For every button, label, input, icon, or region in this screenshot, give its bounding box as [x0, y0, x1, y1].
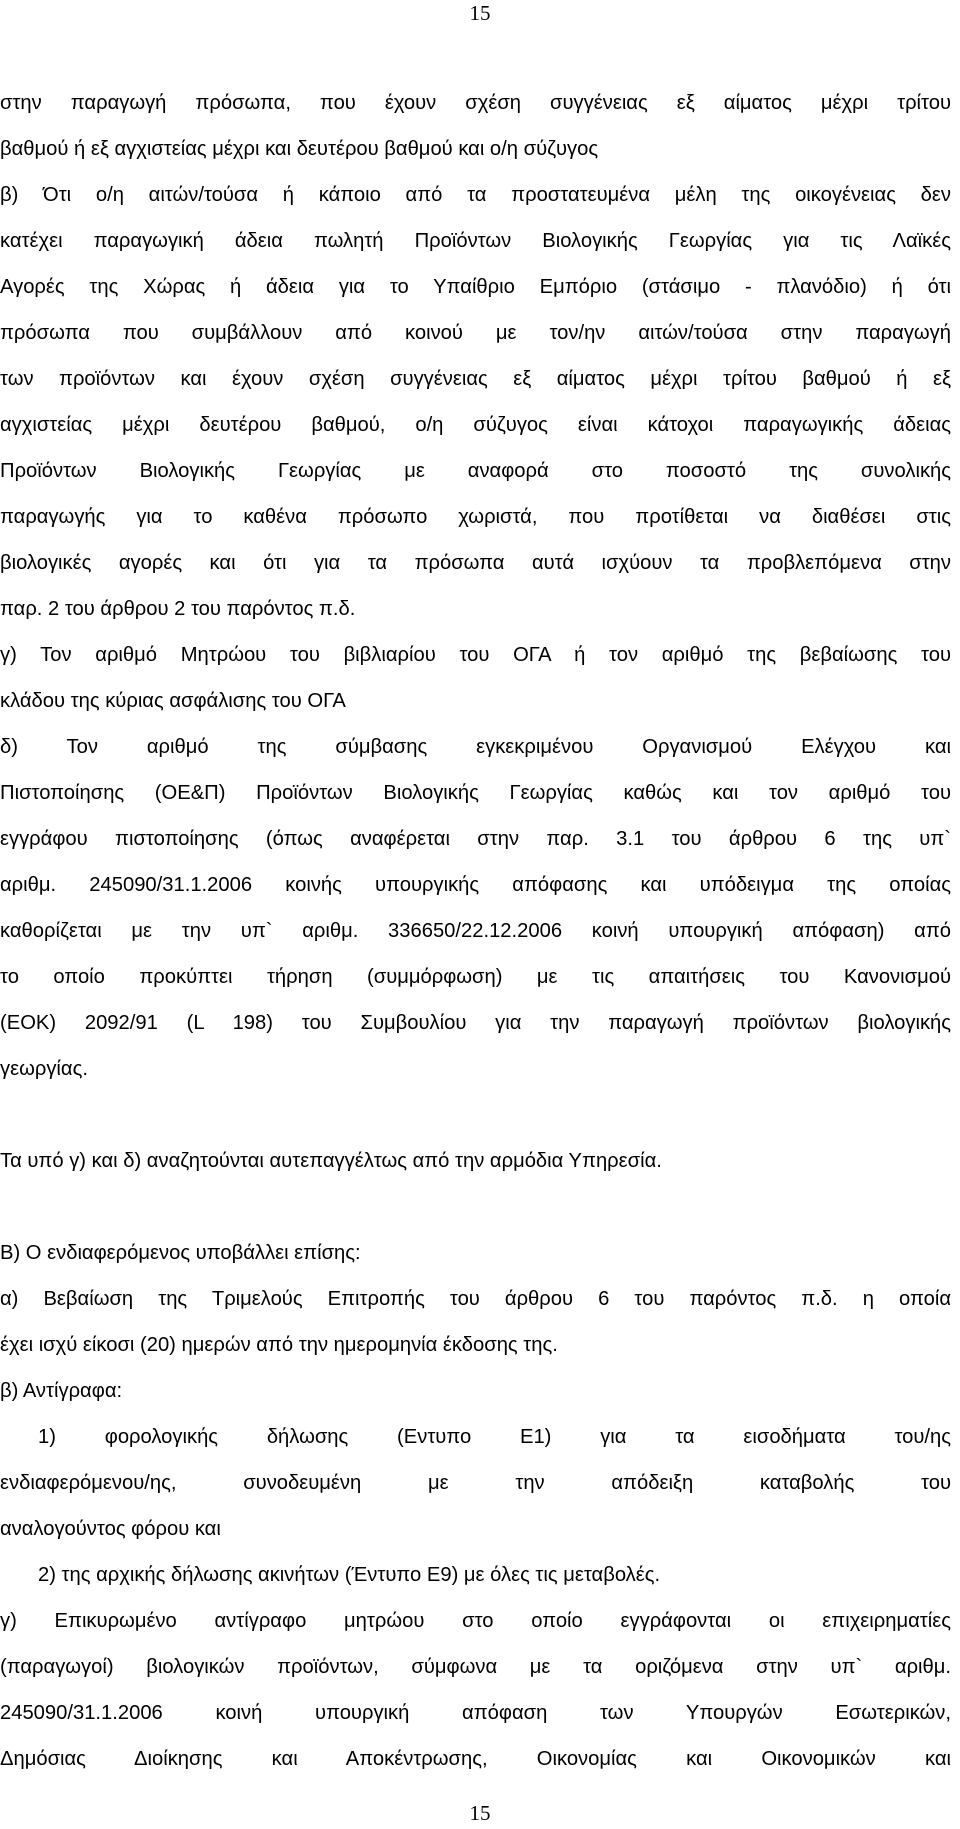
text-line: Αγορές της Χώρας ή άδεια για το Υπαίθριο Εμπόριο (στάσιμο - πλανόδιο) ή ότι	[0, 276, 951, 298]
text-line: β) Αντίγραφα:	[0, 1380, 123, 1402]
text-line: Β) Ο ενδιαφερόμενος υποβάλλει επίσης:	[0, 1242, 361, 1264]
text-line: α) Βεβαίωση της Τριμελούς Επιτροπής του άρθρου 6 του παρόντος π.δ. η οποία	[0, 1288, 951, 1310]
text-line: (ΕΟΚ) 2092/91 (L 198) του Συμβουλίου για την παραγωγή προϊόντων βιολογικής	[0, 1012, 951, 1034]
text-line: των προϊόντων και έχουν σχέση συγγένειας εξ αίματος μέχρι τρίτου βαθμού ή εξ	[0, 368, 951, 390]
text-line: έχει ισχύ είκοσι (20) ημερών από την ημερομηνία έκδοσης της.	[0, 1334, 558, 1356]
text-line: βαθμού ή εξ αγχιστείας μέχρι και δευτέρου βαθμού και ο/η σύζυγος	[0, 138, 599, 160]
page-number-bottom: 15	[469, 1801, 491, 1825]
text-line: γεωργίας.	[0, 1058, 88, 1080]
text-line: (παραγωγοί) βιολογικών προϊόντων, σύμφωνα με τα οριζόμενα στην υπ` αριθμ.	[0, 1656, 951, 1678]
text-line: Δημόσιας Διοίκησης και Αποκέντρωσης, Οικονομίας και Οικονομικών και	[0, 1748, 951, 1770]
text-line: 2) της αρχικής δήλωσης ακινήτων (Έντυπο Ε9) με όλες τις μεταβολές.	[38, 1564, 661, 1586]
text-line: αγχιστείας μέχρι δευτέρου βαθμού, ο/η σύζυγος είναι κάτοχοι παραγωγικής άδειας	[0, 414, 951, 436]
text-line: το οποίο προκύπτει τήρηση (συμμόρφωση) με τις απαιτήσεις του Κανονισμού	[0, 966, 951, 988]
text-line: 245090/31.1.2006 κοινή υπουργική απόφαση των Υπουργών Εσωτερικών,	[0, 1702, 951, 1724]
text-line: Προϊόντων Βιολογικής Γεωργίας με αναφορά στο ποσοστό της συνολικής	[0, 460, 951, 482]
text-line: βιολογικές αγορές και ότι για τα πρόσωπα αυτά ισχύουν τα προβλεπόμενα στην	[0, 552, 951, 574]
text-line: ενδιαφερόμενου/ης, συνοδευμένη με την απόδειξη καταβολής του	[0, 1472, 951, 1494]
text-line: Πιστοποίησης (ΟΕ&Π) Προϊόντων Βιολογικής Γεωργίας καθώς και τον αριθμό του	[0, 782, 951, 804]
text-line: β) Ότι ο/η αιτών/τούσα ή κάποιο από τα προστατευμένα μέλη της οικογένειας δεν	[0, 184, 951, 206]
text-line: κλάδου της κύριας ασφάλισης του ΟΓΑ	[0, 690, 346, 712]
text-line: κατέχει παραγωγική άδεια πωλητή Προϊόντων Βιολογικής Γεωργίας για τις Λαϊκές	[0, 230, 951, 252]
text-line: πρόσωπα που συμβάλλουν από κοινού με τον/ην αιτών/τούσα στην παραγωγή	[0, 322, 951, 344]
text-line: αναλογούντος φόρου και	[0, 1518, 221, 1540]
text-line: 1) φορολογικής δήλωσης (Εντυπο Ε1) για τα εισοδήματα του/ης	[38, 1426, 951, 1448]
text-line: εγγράφου πιστοποίησης (όπως αναφέρεται στην παρ. 3.1 του άρθρου 6 της υπ`	[0, 828, 951, 850]
text-line: γ) Επικυρωμένο αντίγραφο μητρώου στο οποίο εγγράφονται οι επιχειρηματίες	[0, 1610, 951, 1632]
text-line: Τα υπό γ) και δ) αναζητούνται αυτεπαγγέλτως από την αρμόδια Υπηρεσία.	[0, 1150, 662, 1172]
text-line: αριθμ. 245090/31.1.2006 κοινής υπουργικής απόφασης και υπόδειγμα της οποίας	[0, 874, 951, 896]
text-line: παρ. 2 του άρθρου 2 του παρόντος π.δ.	[0, 598, 356, 620]
page-number-top: 15	[469, 1, 491, 25]
text-line: παραγωγής για το καθένα πρόσωπο χωριστά, που προτίθεται να διαθέσει στις	[0, 506, 951, 528]
text-line: καθορίζεται με την υπ` αριθμ. 336650/22.12.2006 κοινή υπουργική απόφαση) από	[0, 920, 951, 942]
text-line: δ) Τον αριθμό της σύμβασης εγκεκριμένου Οργανισμού Ελέγχου και	[0, 736, 951, 758]
text-line: γ) Τον αριθμό Μητρώου του βιβλιαρίου του ΟΓΑ ή τον αριθμό της βεβαίωσης του	[0, 644, 951, 666]
text-line: στην παραγωγή πρόσωπα, που έχουν σχέση συγγένειας εξ αίματος μέχρι τρίτου	[0, 92, 951, 114]
